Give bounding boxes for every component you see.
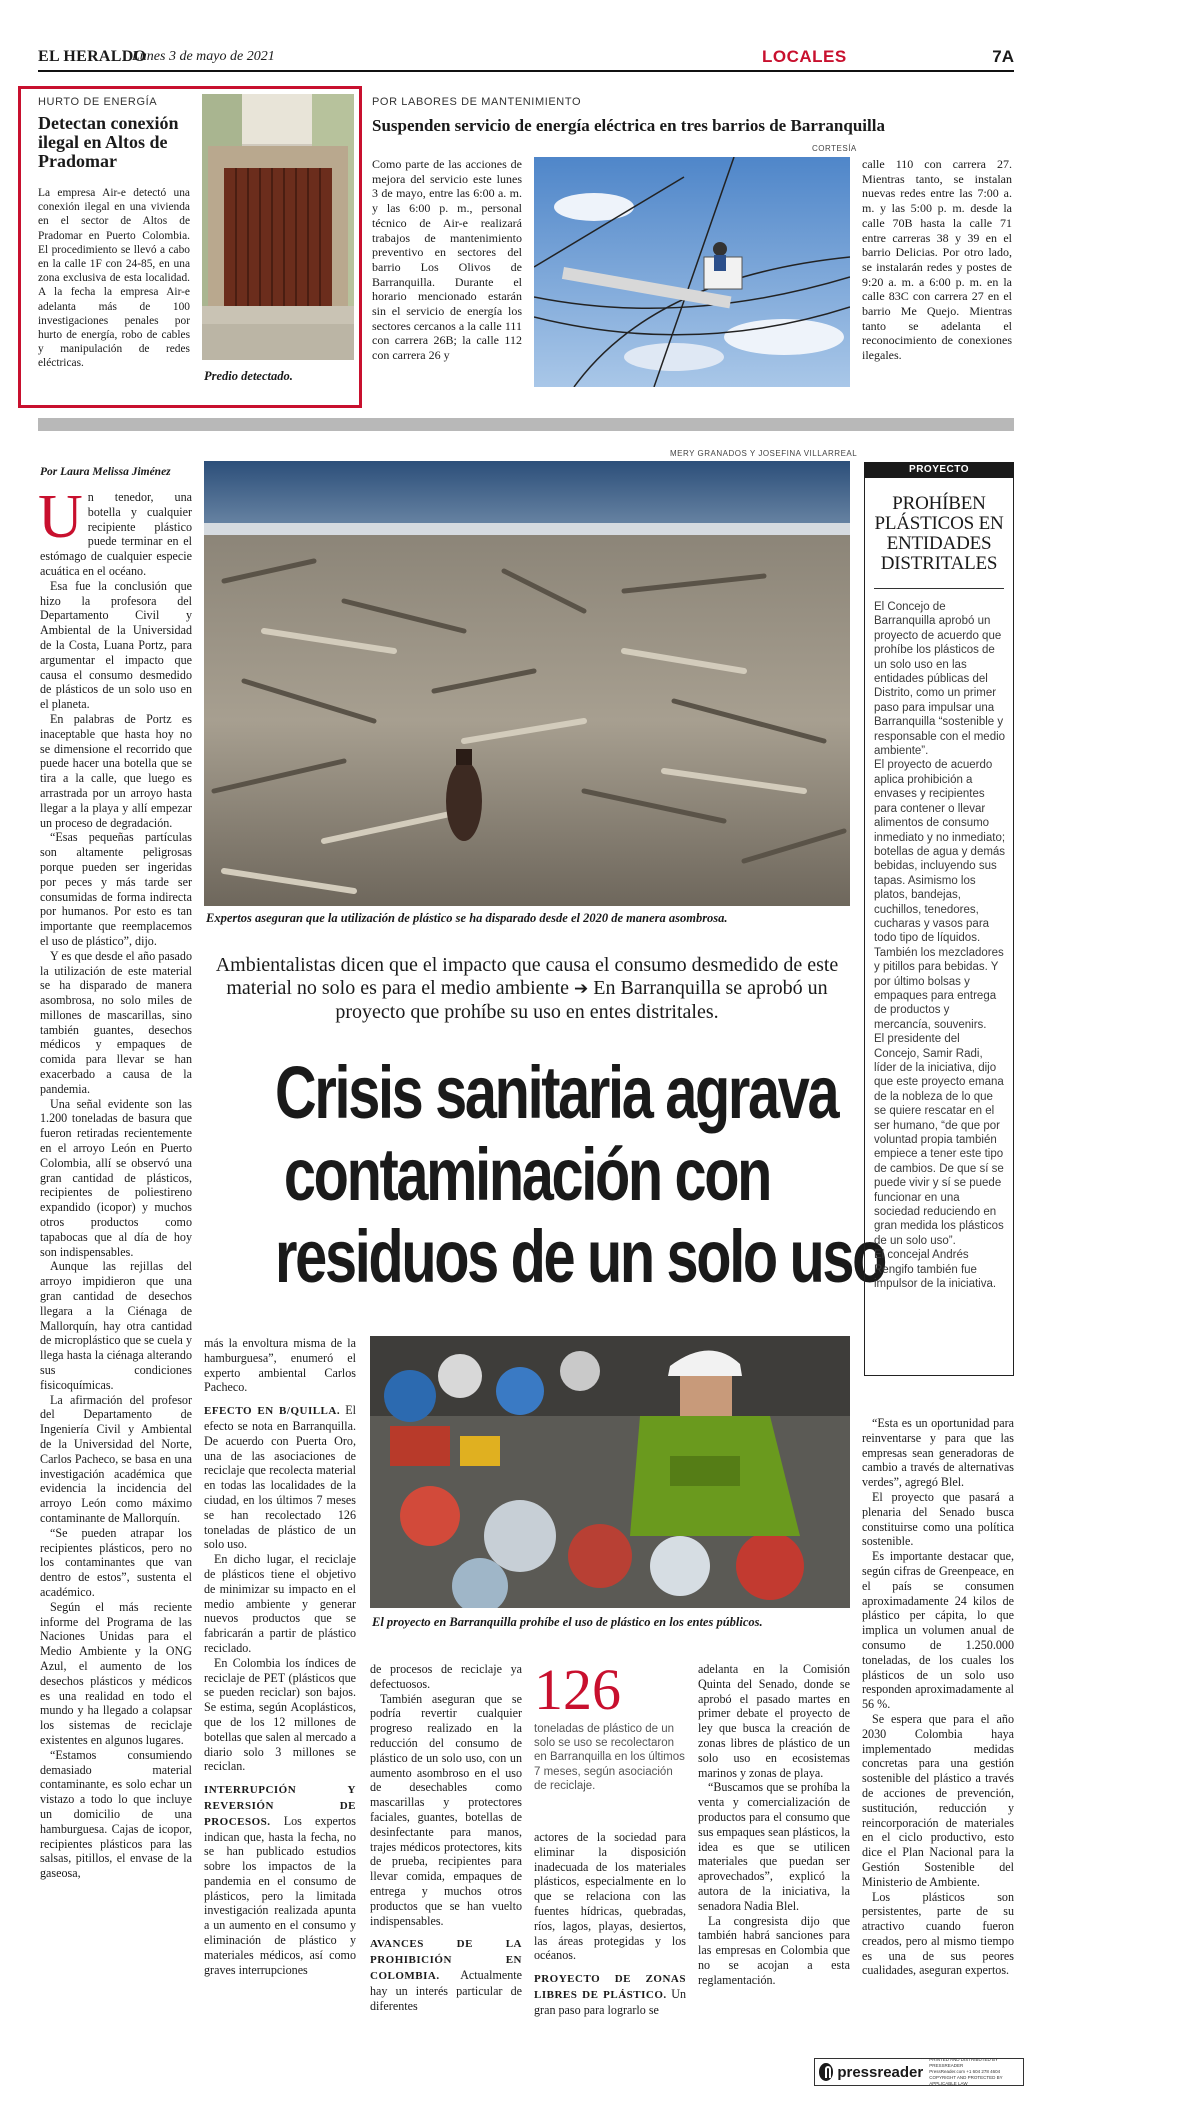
pressreader-logo-icon xyxy=(819,2063,833,2081)
brief-body: La empresa Air-e detectó una conexión ilegal en una vivienda en el sector de Altos de Pradomar en Puerto Colombia. El procedimiento se llevó a cabo en la calle 1F con 24-85, en una zona exclusiva de esta localidad. A la fecha la empresa Air-e adelanta más de 100 investigaciones penales por hurto de energía, robo de cables y manipulación de redes eléctricas. xyxy=(38,187,190,370)
pressreader-brand: pressreader xyxy=(837,2063,924,2081)
headline-line-1: Crisis sanitaria agrava xyxy=(275,1051,838,1134)
main-deck xyxy=(204,954,850,1024)
main-col-3: de procesos de reciclaje ya defectuosos. También aseguran que se podría revertir cualquier progreso realizado en la reducción del consumo de plástico de un solo uso, con un aumento asombroso en el uso de desechables como mascarillas y protectores faciales, guantes, botellas de desinfectante para manos, trajes médicos protectores, kits de prueba, recipientes para llevar comida, empaques de entrega y muchos otros productos que se han vuelto indispensables. AVANCES DE LA PROHIBICIÓN EN COLOMBIA. Actualmente hay un interés particular de diferentes xyxy=(370,1662,522,2013)
subhead-avances: AVANCES DE LA PROHIBICIÓN EN COLOMBIA. xyxy=(370,1938,522,1982)
stat-number: 126 xyxy=(534,1657,621,1722)
door-illustration xyxy=(202,94,354,360)
section-divider xyxy=(38,418,1014,431)
brief-title: Detectan conexión ilegal en Altos de Pradomar xyxy=(38,113,179,171)
drop-cap: U xyxy=(38,483,83,551)
pressreader-badge[interactable] xyxy=(814,2058,1024,2086)
subhead-proyecto: PROYECTO DE ZONAS LIBRES DE PLÁSTICO. xyxy=(534,1973,686,2001)
energy-kicker: POR LABORES DE MANTENIMIENTO xyxy=(372,96,582,108)
lineman-illustration xyxy=(534,157,850,387)
pressreader-fineprint: PRINTED AND DISTRIBUTED BY PRESSREADER PressReader.com +1 604 278 4604 COPYRIGHT AND PROTECTED BY APPLICABLE LAW xyxy=(929,2057,1003,2086)
page-number: 7A xyxy=(992,47,1014,66)
issue-date: Lunes 3 de mayo de 2021 xyxy=(132,49,275,64)
sidebar-title: PROHÍBEN PLÁSTICOS EN ENTIDADES DISTRITALES xyxy=(874,493,1004,574)
main-photo xyxy=(204,461,850,906)
brief-photo-caption: Predio detectado. xyxy=(204,369,293,383)
deck-part2: En Barranquilla se aprobó un proyecto que prohíbe su uso en entes distritales. xyxy=(335,977,828,1023)
energy-photo-credit: CORTESÍA xyxy=(812,144,857,153)
sidebar-body: El Concejo de Barranquilla aprobó un proyecto de acuerdo que prohíbe los plásticos de un solo uso en las entidades públicas del Distrito, como un primer paso para impulsar una Barranquilla “sostenible y responsable con el medio ambiente”. El proyecto de acuerdo aplica prohibición a envases y recipientes para contener o llevar alimentos de consumo inmediato y no inmediato; botellas de agua y demás bebidas, incluyendo sus tapas. Asimismo los platos, bandejas, cuchillos, tenedores, cucharas y vasos para todo tipo de líquidos. También los mezcladores y pitillos para bebidas. Y por último bolsas y empaques para entrega de productos y mercancía, souvenirs. El presidente del Concejo, Samir Radi, líder de la iniciativa, dijo que este proyecto emana de la nobleza de lo que se quiere rescatar en el ser humano, “de que por voluntad propia también empiece a tener este tipo de cambios. De que sí se puede vivir y sí se puede funcionar en una sociedad reduciendo en gran medida los plásticos de un solo uso”. El concejal Andrés Rengifo también fue impulsor de la iniciativa. xyxy=(874,601,1006,1291)
recycling-photo xyxy=(370,1336,850,1608)
main-col-6: “Esta es un oportunidad para reinventarse y para que las empresas sean generadoras de cambio a través de alternativas verdes”, agregó Blel. El proyecto que pasará a plenaria del Senado busca constituirse como una política sostenible. Es importante destacar que, según cifras de Greenpeace, en el país se consumen aproximadamente 24 kilos de plástico per cápita, lo que implica un volumen anual de consumo de 1.250.000 toneladas, de los cuales los plásticos de un solo uso responden aproximadamente al 56 %. Se espera que para el año 2030 Colombia haya implementado medidas concretas para una gestión sostenible del plástico a través de acciones de prevención, sustitución, reducción y reincorporación de materiales en el ciclo productivo, esto dice el Plan Nacional para la Gestión Sostenible del Ministerio de Ambiente. Los plásticos son persistentes, parte de su atractivo cuando fueron creados, pero al mismo tiempo es una de sus peores cualidades, aseguran expertos. xyxy=(862,1416,1014,1978)
header-rule xyxy=(38,70,1014,72)
beach-debris-illustration xyxy=(204,461,850,906)
energy-body-left: Como parte de las acciones de mejora del servicio este lunes 3 de mayo, entre las 6:00 a. m. y las 6:00 p. m., personal técnico de Air-e realizará trabajos de mantenimiento preventivo en sectores del barrio Los Olivos de Barranquilla. Durante el horario mencionado estarán sin el servicio de energía los sectores cercanos a la calle 111 con carrera 26B; la calle 112 con carrera 26 y xyxy=(372,157,522,363)
subhead-interrupcion: INTERRUPCIÓN Y REVERSIÓN DE PROCESOS. xyxy=(204,1784,356,1828)
main-col-1: Un tenedor, una botella y cualquier recipiente plástico puede terminar en el estómago de cualquier especie acuática en el océano. Esa fue la conclusión que hizo la profesora del Departamento Civil y Ambiental de la Universidad de la Costa, Luana Portz, para argumentar el impacto que causa el consumo desmedido de plásticos de un solo uso en el planeta. En palabras de Portz es inaceptable que hasta hoy no se dimensione el recorrido que puede hacer una botella que se tira a la calle, que luego es arrastrada por un arroyo hasta llegar a la playa y allí empezar un proceso de degradación. “Esas pequeñas partículas son altamente peligrosas porque pueden ser ingeridas por peces y más tarde ser consumidas de forma indirecta por humanos. Por esto es tan importante que reemplacemos el uso de plástico”, dijo. Y es que desde el año pasado la utilización de este material se ha disparado de manera asombrosa, no solo miles de millones de mascarillas, sino también guantes, desechos médicos y empaques de comida para llevar se han exacerbado a causa de la pandemia. Una señal evidente son las 1.200 toneladas de basura que fueron retiradas recientemente en el arroyo León en Puerto Colombia, allí se observó una gran cantidad de plásticos, recipientes de poliestireno expandido (icopor) y muchos otros productos como tapabocas que al día de hoy son indispensables. Aunque las rejillas del arroyo impidieron que una gran cantidad de desechos llegara a la Ciénaga de Mallorquín, hay otra cantidad de microplástico que se cuela y llega hasta la ciénaga alterando sus condiciones fisicoquímicas. La afirmación del profesor del Departamento de Ingeniería Civil y Ambiental de la Universidad del Norte, Carlos Pacheco, se basa en una investigación académica que evidencia la incidencia del arroyo León como máximo contaminante de Mallorquín. “Se pueden atrapar los recipientes plásticos, pero no los contaminantes que van dentro de estos”, sustenta el académico. Según el más reciente informe del Programa de las Naciones Unidas para el Medio Ambiente y la ONG Azul, el aumento de los desechos plásticos y médicos es una realidad en todo el mundo y ha llegado a colapsar los sistemas de reciclaje existentes en algunos lugares. “Estamos consumiendo demasiado material contaminante, es solo echar un vistazo a todo lo que incluye un domicilio de una hamburguesa. Cajas de icopor, recipientes plásticos para las salsas, pitillos, el envase de la gaseosa, xyxy=(38,483,192,1881)
energy-photo xyxy=(534,157,850,387)
main-col-4: actores de la sociedad para eliminar la disposición inadecuada de los materiales plásticos, especialmente en lo que se relaciona con las fuentes hídricas, quebradas, ríos, lagos, playas, desiertos, las áreas protegidas y los océanos. PROYECTO DE ZONAS LIBRES DE PLÁSTICO. Un gran paso para lograrlo se xyxy=(534,1830,686,2017)
sidebar-title-rule xyxy=(874,588,1004,589)
energy-body-right: calle 110 con carrera 27. Mientras tanto, se instalan nuevas redes entre las 7:00 a. m. y las 5:00 p. m. desde la calle 70B hasta la calle 71 entre carreras 38 y 39 en el barrio Delicias. Por otro lado, se instalarán redes y postes de 9:20 a. m. a 6:00 p. m. en la calle 83C con carrera 27 en el barrio Me Quejo. Mientras tanto se adelanta el reconocimiento de conexiones ilegales. xyxy=(862,157,1012,363)
stat-text: toneladas de plástico de un solo se uso se recolectaron en Barranquilla en los últimos 7 meses, según asociación de reciclaje. xyxy=(534,1723,685,1792)
headline-line-2: contaminación con xyxy=(283,1133,771,1216)
main-headline xyxy=(275,1051,886,1298)
sidebar-tag: PROYECTO xyxy=(864,462,1014,478)
byline: Por Laura Melissa Jiménez xyxy=(40,466,171,478)
section-label: LOCALES xyxy=(762,47,847,66)
masthead-bar xyxy=(38,46,1014,70)
deck-part1: Ambientalistas dicen que el impacto que causa el consumo desmedido de este material no solo es para el medio ambiente xyxy=(215,954,839,999)
masthead: EL HERALDO xyxy=(38,48,147,65)
subhead-efecto: EFECTO EN B/QUILLA. xyxy=(204,1405,341,1418)
recycling-illustration xyxy=(370,1336,850,1608)
main-photo-credit: MERY GRANADOS Y JOSEFINA VILLARREAL xyxy=(670,449,858,458)
brief-kicker: HURTO DE ENERGÍA xyxy=(38,96,158,108)
headline-line-3: residuos de un solo uso xyxy=(275,1215,886,1298)
recycling-photo-caption: El proyecto en Barranquilla prohíbe el uso de plástico en los entes públicos. xyxy=(372,1615,763,1629)
main-photo-caption: Expertos aseguran que la utilización de plástico se ha disparado desde el 2020 de manera asombrosa. xyxy=(206,911,728,925)
main-col-5: adelanta en la Comisión Quinta del Senado, donde se aprobó el pasado martes en primer debate el proyecto de ley que busca la creación de zonas libres de plástico de un solo uso en ecosistemas marinos y zonas de playa. “Buscamos que se prohíba la venta y comercialización de productos para el consumo que sus empaques sean plásticos, la idea es que se utilicen materiales que puedan ser aprovechados”, explicó la autora de la iniciativa, la senadora Nadia Blel. La congresista dijo que también habrá sanciones para las empresas en Colombia que no se acojan a esta reglamentación. xyxy=(698,1662,850,1987)
energy-title: Suspenden servicio de energía eléctrica en tres barrios de Barranquilla xyxy=(372,116,885,135)
brief-photo xyxy=(202,94,354,360)
arrow-right-icon: ➔ xyxy=(574,979,589,999)
main-col-2: más la envoltura misma de la hamburguesa”, enumeró el experto ambiental Carlos Pacheco. EFECTO EN B/QUILLA. El efecto se nota en Barranquilla. De acuerdo con Puerta Oro, una de las asociaciones de reciclaje que recolecta material en todas las localidades de la ciudad, en los últimos 7 meses se han recolectado 126 toneladas de plástico de un solo uso. En dicho lugar, el reciclaje de plásticos tiene el objetivo de minimizar su impacto en el medio ambiente y generar nuevos productos que se fabricarán a partir de plástico reciclado. En Colombia los índices de reciclaje de PET (plásticos que se pueden reciclar) son bajos. Se estima, según Acoplásticos, que de los 12 millones de botellas que salen al mercado a diario solo 3 millones se reciclan. INTERRUPCIÓN Y REVERSIÓN DE PROCESOS. Los expertos indican que, hasta la fecha, no se han publicado estudios sobre los impactos de la pandemia en el consumo de plásticos, pero la limitada investigación realizada apunta a un aumento en el consumo y eliminación de plástico y materiales médicos, así como graves interrupciones xyxy=(204,1336,356,1977)
